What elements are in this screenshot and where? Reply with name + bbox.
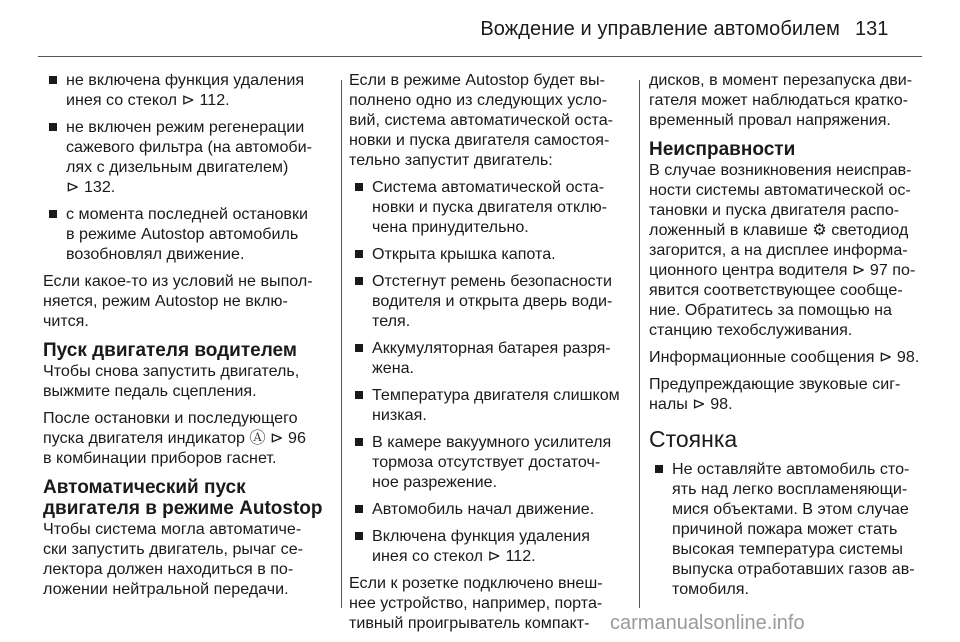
paragraph: Предупреждающие звуковые сиг‐ налы ⊳ 98. [649, 375, 901, 413]
page-header-title: Вождение и управление автомобилем [480, 18, 840, 40]
column-3 [649, 70, 933, 606]
section-heading: Пуск двигателя водителем [43, 340, 297, 361]
list-item: Открыта крышка капота. [349, 244, 637, 264]
column-divider-1 [341, 80, 342, 608]
list-item: В камере вакуумного усилителя тормоза отсутствует достаточ‐ ное разрежение. [349, 432, 637, 492]
paragraph: дисков, в момент перезапуска дви‐ гателя может наблюдаться кратко‐ временный провал напряжения. [649, 71, 913, 129]
list-item: не включена функция удаления инея со стекол ⊳ 112. [43, 70, 335, 110]
list-item: Аккумуляторная батарея разря‐ жена. [349, 338, 637, 378]
list-item: Включена функция удаления инея со стекол ⊳ 112. [349, 526, 637, 566]
paragraph: Чтобы система могла автоматиче‐ ски запустить двигатель, рычаг се‐ лектора должен находиться в по‐ ложении нейтральной передачи. [43, 520, 304, 598]
section-heading: Автоматический пуск двигателя в режиме Autostop [43, 477, 323, 519]
section-heading: Стоянка [649, 426, 738, 452]
list-item: Автомобиль начал движение. [349, 499, 637, 519]
list-item: с момента последней остановки в режиме Autostop автомобиль возобновлял движение. [43, 204, 335, 264]
list-item: не включен режим регенерации сажевого фильтра (на автомоби‐ лях с дизельным двигателем) ⊳ 132. [43, 117, 335, 197]
list-item: Отстегнут ремень безопасности водителя и открыта дверь води‐ теля. [349, 271, 637, 331]
paragraph: Информационные сообщения ⊳ 98. [649, 348, 920, 366]
paragraph: Если в режиме Autostop будет вы‐ полнено одно из следующих усло‐ вий, система автоматической оста‐ новки и пуска двигателя самостоя‐ тельно запустит двигатель: [349, 71, 614, 169]
paragraph: Если к розетке подключено внеш‐ нее устройство, например, порта‐ тивный проигрыватель компакт- [349, 574, 603, 632]
page-number: 131 [855, 18, 889, 40]
header-divider [38, 56, 922, 57]
paragraph: Если какое-то из условий не выпол‐ няется, режим Autostop не вклю‐ чится. [43, 272, 313, 330]
list-item: Не оставляйте автомобиль сто‐ ять над легко воспламеняющи‐ мися объектами. В этом случае причиной пожара может стать высокая температура системы выпуска отработавших газов ав‐ томобиля. [649, 459, 933, 599]
paragraph: После остановки и последующего пуска двигателя индикатор Ⓐ ⊳ 96 в комбинации приборов гаснет. [43, 409, 306, 467]
list-item: Температура двигателя слишком низкая. [349, 385, 637, 425]
list-item: Система автоматической оста‐ новки и пуска двигателя отклю‐ чена принудительно. [349, 177, 637, 237]
column-2 [349, 70, 637, 640]
watermark: carmanualsonline.info [610, 612, 805, 634]
paragraph: Чтобы снова запустить двигатель, выжмите педаль сцепления. [43, 362, 300, 400]
section-heading: Неисправности [649, 139, 796, 160]
paragraph: В случае возникновения неисправ‐ ности системы автоматической ос‐ тановки и пуска двигателя распо‐ ложенный в клавише ⚙ светодиод загорится, а на дисплее информа‐ ционного центра водителя ⊳ 97 по‐ явится соответствующее сообще‐ ние. Обратитесь за помощью на станцию техобслуживания. [649, 161, 916, 339]
column-1 [43, 70, 335, 606]
column-divider-2 [639, 80, 640, 608]
